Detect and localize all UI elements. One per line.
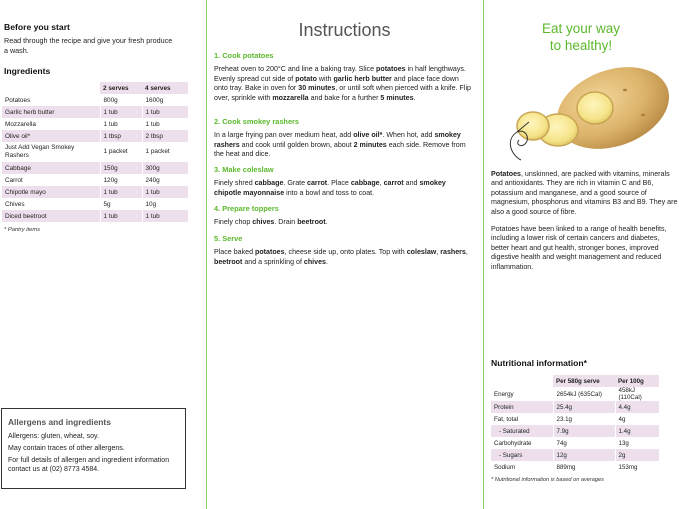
step-text-segment: . When hot, add [382,131,435,139]
step-text-segment: Finely chop [214,218,253,226]
allergen-traces: May contain traces of other allergens. [8,445,125,452]
step-text-segment: and cook until golden brown, about [239,140,354,149]
ingredient-row [2,118,188,130]
step-text-bold: chives [303,257,326,266]
nutrient-per-serve: 889mg [553,461,615,473]
ingredient-name: Mozzarella [5,120,36,128]
nutrient-name: Fat, total [494,415,519,423]
ingredient-row [2,210,188,222]
ingredient-qty-2: 120g [100,174,142,186]
step-text-bold: beetroot [297,218,326,226]
allergen-contact: For full details of allergen and ingredient information contact us at (02) 8773 4584. [8,457,170,473]
ingredient-qty-2: 5g [100,198,142,210]
nutrition-row [491,401,659,413]
ingredient-qty-4: 300g [142,162,188,174]
potato-nutrients-text [491,170,679,217]
step-text [214,218,472,228]
step-title: 2. Cook smokey rashers [214,117,300,126]
ingredient-name: Diced beetroot [2,210,100,222]
ingredient-row [2,130,188,142]
step-text-segment: and a sprinkling of [242,257,304,266]
step-text-bold: potato [295,74,317,83]
ingredient-row [2,174,188,186]
step-text-bold: 5 minutes [380,93,414,102]
ingredient-name: Just Add Vegan Smokey Rashers [5,144,75,159]
step-text-segment: and place face down onto tray. Bake in oven for [214,74,459,93]
nutrient-per-serve: 74g [553,437,615,449]
ingredient-name: Olive oil* [2,130,100,142]
step-text-bold: coleslaw [406,248,437,256]
nutrient-per-100g: 4.4g [615,401,659,413]
ingredient-qty-4: 240g [142,174,188,186]
step-title: 5. Serve [214,234,243,243]
nutrition-row [491,387,659,401]
step-text-bold: cabbage [350,179,380,187]
ingredient-row [2,186,188,198]
nutrition-row [491,413,659,425]
nutrient-per-100g: 2g [615,449,659,461]
step-text-bold: 30 minutes [298,84,336,93]
step-text-segment: . [325,218,328,226]
nutrient-name: Sodium [494,463,515,471]
ingredient-name: Chives [5,200,25,208]
left-column [0,0,206,509]
nutrition-row [491,425,659,437]
middle-column [206,0,483,509]
step-text-bold: cabbage [254,179,284,187]
step-text [214,179,472,198]
ingredients-table [2,82,188,222]
nutrition-heading: Nutritional information* [491,358,587,368]
nutrition-row [491,437,659,449]
nutrition-header-blank [491,375,553,387]
step-text-segment: in half lengthways. Evenly spread cut side of [214,65,466,83]
step-text-bold: carrot [383,179,404,187]
step-cook-rashers [214,117,472,160]
ingredient-qty-4: 10g [142,198,188,210]
before-you-start-heading: Before you start [4,22,70,32]
step-prepare-toppers [214,204,472,228]
step-text [214,131,472,160]
step-text-bold: potatoes [376,65,406,73]
step-text-segment: , [465,248,468,256]
step-text-bold: smokey chipotle mayonnaise [214,179,446,197]
nutrient-name: Protein [491,401,553,413]
step-text-segment: into a bowl and toss to coat. [284,188,375,197]
step-text-segment: In a large frying pan over medium heat, add [214,131,354,139]
step-text-segment: , [379,179,384,187]
potato-nutrients-rest: , unskinned, are packed with vitamins, minerals and antioxidants. They are rich in vitamin C and B6, potassium and manganese, and a good source of magnesium, phosphorus and vitamins B3 and B9. They are also a good source of fibre. [491,170,678,216]
ingredient-qty-4: 1 tub [142,210,188,222]
ingredient-name: Cabbage [2,162,100,174]
nutrient-per-100g: 458kJ (110Cal) [615,387,659,401]
step-text-bold: smokey rashers [214,131,461,149]
nutrient-per-serve: 2654kJ (635Cal) [553,387,615,401]
potato-bold-word: Potatoes [491,170,521,178]
step-text-segment: , [436,248,441,256]
ingredient-qty-2: 800g [100,94,142,106]
healthy-heading-line1: Eat your way [541,21,621,36]
ingredient-name: Potatoes [5,96,31,104]
step-text-bold: 2 minutes [353,140,387,149]
nutrition-row [491,449,659,461]
ingredient-qty-4: 1 tub [142,186,188,198]
nutrient-per-serve: 23.1g [553,413,615,425]
ingredient-qty-2: 150g [100,162,142,174]
step-text-bold: potatoes [255,248,285,256]
healthy-heading [483,20,679,54]
ingredient-qty-4: 1 tub [142,118,188,130]
ingredient-qty-2: 1 tub [100,118,142,130]
nutrient-per-serve: 7.9g [553,425,615,437]
step-text-segment: and [403,179,420,187]
pantry-items-note: * Pantry items [4,227,41,233]
ingredient-row [2,198,188,210]
step-text-segment: . Drain [274,218,298,226]
ingredient-row [2,106,188,118]
allergen-box [1,408,186,489]
step-text-segment: with [316,74,334,83]
healthy-heading-line2: to healthy! [549,38,613,53]
potato-benefits-text: Potatoes have been linked to a range of health benefits, including a lower risk of certain cancers and diabetes, better heart and gut health, stronger bones, improved digestive health and weight management and reduced inflammation. [491,225,667,271]
step-title: 1. Cook potatoes [214,51,274,60]
ingredient-name: Chipotle mayo [2,186,100,198]
step-cook-potatoes [214,51,472,103]
step-text-segment: . Place [327,179,351,187]
step-text-segment: and bake for a further [308,93,381,102]
nutrition-table [491,375,659,473]
step-text-bold: beetroot [214,257,243,266]
ingredient-qty-2: 1 packet [100,142,142,162]
nutrient-name: - Sugars [491,449,553,461]
step-text [214,65,472,103]
ingredient-row [2,142,188,162]
step-text [214,248,472,267]
step-make-coleslaw [214,165,472,198]
nutrient-name: Carbohydrate [494,439,532,447]
nutrient-per-serve: 12g [553,449,615,461]
nutrition-header-per-100g: Per 100g [615,375,659,387]
ingredients-header-2-serves: 2 serves [100,82,142,94]
step-title: 3. Make coleslaw [214,165,274,174]
step-text-segment: , cheese side up, onto plates. Top with [284,248,407,256]
ingredient-qty-2: 1 tub [100,106,142,118]
ingredients-header-4-serves: 4 serves [142,82,188,94]
nutrient-per-100g: 13g [615,437,659,449]
step-text-bold: mozzarella [272,93,309,102]
nutrition-header-per-serve: Per 580g serve [553,375,615,387]
nutrient-per-100g: 1.4g [615,425,659,437]
nutrient-name: - Saturated [491,425,553,437]
step-text-bold: chives [252,218,275,226]
ingredient-qty-2: 1 tub [100,210,142,222]
nutrient-per-serve: 25.4g [553,401,615,413]
ingredient-row [2,162,188,174]
nutrient-name: Energy [494,390,514,398]
allergen-list: Allergens: gluten, wheat, soy. [8,433,99,440]
allergen-heading: Allergens and ingredients [8,417,111,427]
ingredient-qty-4: 1600g [142,94,188,106]
ingredient-name: Carrot [5,176,23,184]
ingredient-name: Garlic herb butter [2,106,100,118]
step-serve [214,234,472,267]
step-text-bold: carrot [307,179,328,187]
step-text-segment: . [326,257,328,266]
ingredients-header-row [2,82,188,94]
step-text-segment: Place baked [214,248,256,256]
step-text-segment: , or until soft when pierced with a knife. Flip over, sprinkle with [214,84,471,102]
instructions-heading: Instructions [298,20,391,40]
ingredients-heading: Ingredients [4,66,51,76]
nutrient-per-100g: 153mg [615,461,659,473]
ingredients-header-blank [2,82,100,94]
ingredient-qty-2: 1 tbsp [100,130,142,142]
potato-image [503,60,679,170]
step-text-segment: Finely shred [214,179,255,187]
before-you-start-text: Read through the recipe and give your fresh produce a wash. [4,36,173,55]
nutrition-note: * Nutritional information is based on averages [491,477,604,483]
nutrition-row [491,461,659,473]
ingredient-qty-4: 2 tbsp [142,130,188,142]
nutrient-per-100g: 4g [615,413,659,425]
step-text-bold: rashers [440,248,466,256]
ingredient-row [2,94,188,106]
step-text-segment: Preheat oven to 200°C and line a baking tray. Slice [214,65,377,73]
right-column [483,0,679,509]
step-text-segment: . [413,93,416,102]
ingredient-qty-4: 1 tub [142,106,188,118]
step-text-bold: garlic herb butter [333,74,392,83]
step-text-bold: olive oil* [353,131,383,139]
nutrition-header-row [491,375,659,387]
potato-illustration [503,60,679,170]
step-title: 4. Prepare toppers [214,204,279,213]
step-text-segment: each side. Remove from the heat and dice. [214,140,466,159]
step-text-segment: . Grate [283,179,308,187]
ingredient-qty-4: 1 packet [142,142,188,162]
ingredient-qty-2: 1 tub [100,186,142,198]
